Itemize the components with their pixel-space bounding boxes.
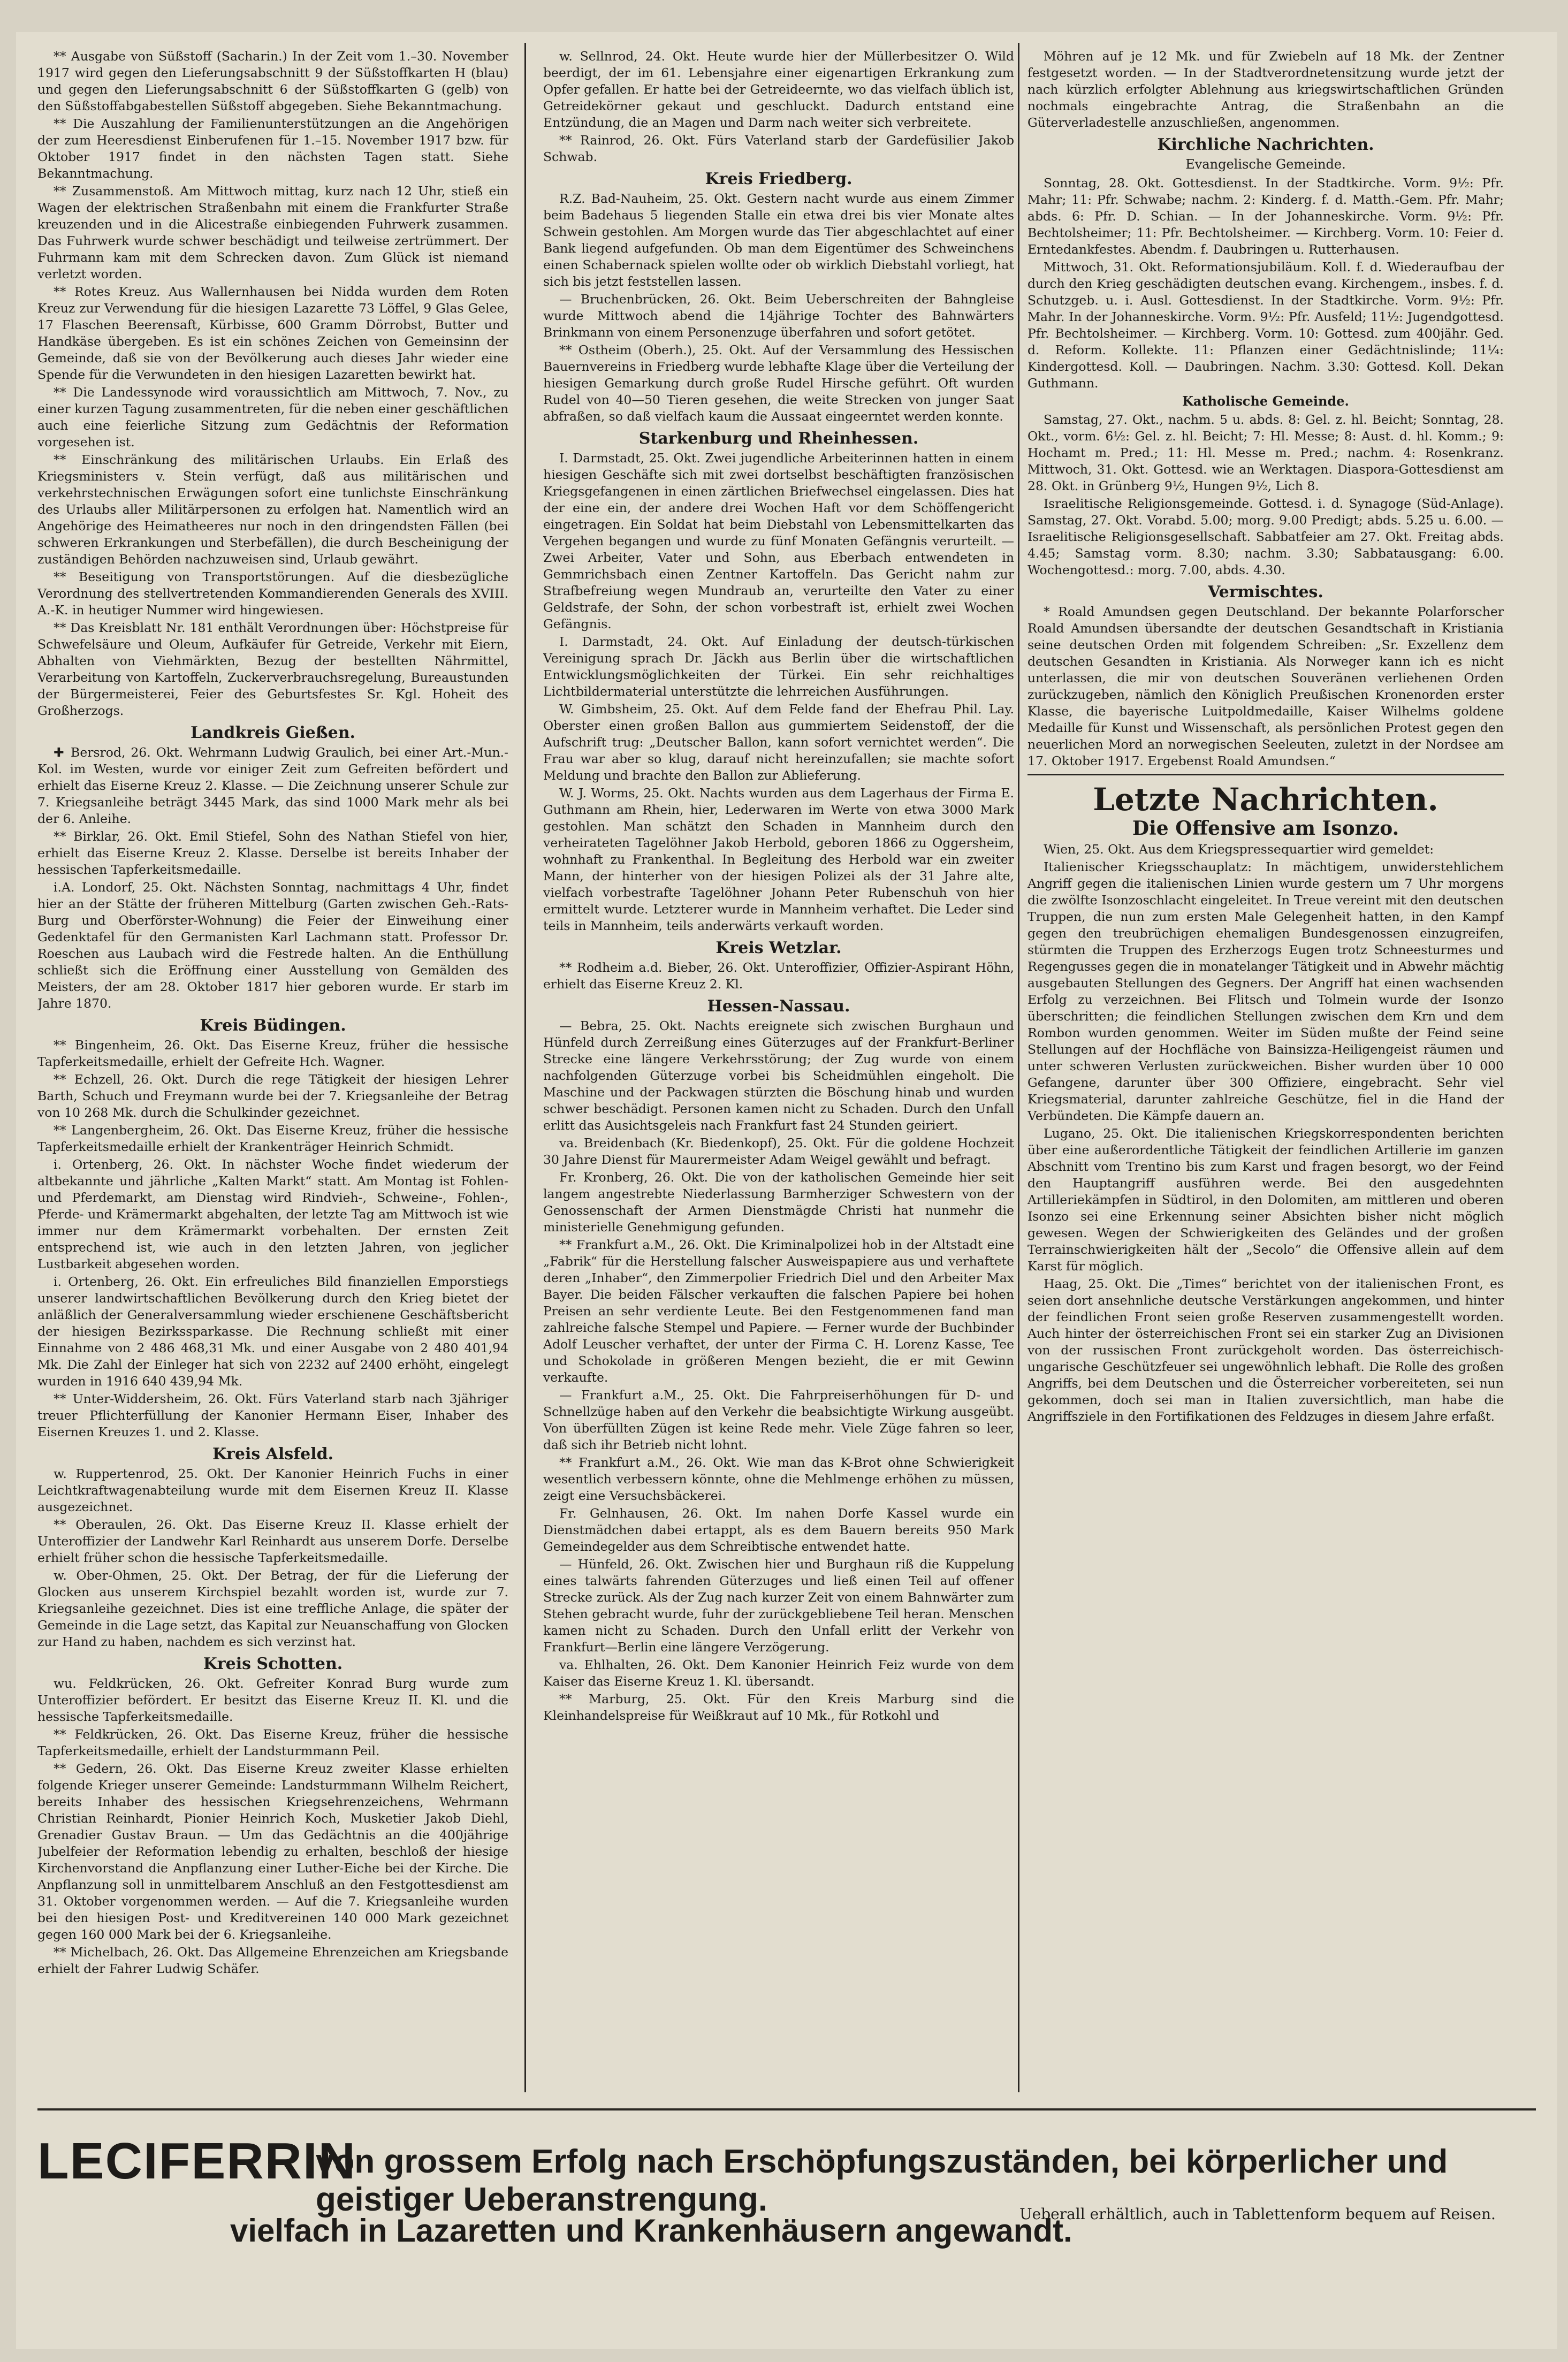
section-heading: Hessen-Nassau. [707,997,850,1016]
news-item: Samstag, 27. Okt., nachm. 5 u. abds. 8: Gel. z. hl. Beicht; Sonntag, 28. Okt., vorm. 6½: Gel. z. hl. Beicht; 7: Hl. Messe; 8: Aust. d. hl. Komm.; 9: Hochamt m. Pred.; 11: Hl. Messe m. Pred.; nachm. 4: Rosenkranz. Mittwoch, 31. Okt. Gottesd. wie an Werktagen. Diaspora-Gottesdienst am 28. Okt. in Grünberg 9½, Hungen 9½, Lich 8. [1027,412,1504,493]
news-item: R.Z. Bad-Nauheim, 25. Okt. Gestern nacht wurde aus einem Zimmer beim Badehaus 5 liegenden Stalle ein etwa drei bis vier Monate altes Schwein gestohlen. Am Morgen wurde das Tier abgeschlachtet auf einer Bank liegend aufgefunden. Ob man dem Eigentümer des Schweinchens einen Schabernack spielen wollte oder ob wirklich Diebstahl vorliegt, hat sich bis jetzt feststellen lassen. [543,191,1014,289]
news-item: ** Birklar, 26. Okt. Emil Stiefel, Sohn des Nathan Stiefel von hier, erhielt das Eiserne Kreuz 2. Klasse. Derselbe ist bereits Inhaber der hessischen Tapferkeitsmedaille. [37,829,508,877]
news-item: w. Ruppertenrod, 25. Okt. Der Kanonier Heinrich Fuchs in einer Leichtkraftwagenabteilung wurde mit dem Eisernen Kreuz II. Klasse ausgezeichnet. [37,1466,508,1514]
column-right [1027,48,1504,2092]
news-item: ** Oberaulen, 26. Okt. Das Eiserne Kreuz II. Klasse erhielt der Unteroffizier der Landwehr Karl Reinhardt aus unserem Dorfe. Derselbe erhielt früher schon die hessische Tapferkeitsmedaille. [37,1517,508,1565]
news-item: w. Ober-Ohmen, 25. Okt. Der Betrag, der für die Lieferung der Glocken aus unserem Kirchspiel bezahlt worden ist, wurde zur 7. Kriegsanleihe gezeichnet. Dies ist eine treffliche Anlage, die später der Gemeinde in die Lage setzt, das Kapital zur Neuanschaffung von Glocken zur Hand zu haben, nachdem es sich verzinst hat. [37,1568,508,1649]
news-item: ** Marburg, 25. Okt. Für den Kreis Marburg sind die Kleinhandelspreise für Weißkraut auf 10 Mk., für Rotkohl und [543,1692,1014,1723]
news-item: ** Ostheim (Oberh.), 25. Okt. Auf der Versammlung des Hessischen Bauernvereins in Friedberg wurde lebhafte Klage über die Verteilung der hiesigen Gemarkung durch große Rudel Hirsche geführt. Oft wurden Rudel von 40—50 Tieren gesehen, die weite Strecken von junger Saat abfraßen, so daß vielfach kaum die Aussaat eingeerntet werden konnte. [543,342,1014,424]
news-item: ** Ausgabe von Süßstoff (Sacharin.) In der Zeit vom 1.–30. November 1917 wird gegen den Lieferungsabschnitt 9 der Süßstoffkarten H (blau) und gegen den Lieferungsabschnitt 6 der Süßstoffkarten G (gelb) von den Süßstoffabgabestellen Süßstoff abgegeben. Siehe Bekanntmachung. [37,49,508,113]
news-item: i. Ortenberg, 26. Okt. Ein erfreuliches Bild finanziellen Emporstiegs unserer landwirtschaftlichen Bevölkerung durch den Krieg bietet der anläßlich der Generalversammlung wieder erschienene Geschäftsbericht der hiesigen Bezirkssparkasse. Die Rechnung schließt mit einer Einnahme von 2 486 468,31 Mk. und einer Ausgabe von 2 480 401,94 Mk. Die Zahl der Einleger hat sich von 2232 auf 2400 erhöht, eingelegt wurden in 1916 640 439,94 Mk. [37,1274,508,1389]
news-item: ** Echzell, 26. Okt. Durch die rege Tätigkeit der hiesigen Lehrer Barth, Schuch und Freymann wurde bei der 7. Kriegsanleihe der Betrag von 10 268 Mk. durch die Schulkinder gezeichnet. [37,1072,508,1120]
news-item: ** Rainrod, 26. Okt. Fürs Vaterland starb der Gardefüsilier Jakob Schwab. [543,133,1014,164]
advertisement [37,2108,1536,2322]
subsection-heading: Evangelische Gemeinde. [1185,157,1346,172]
news-item: * Roald Amundsen gegen Deutschland. Der bekannte Polarforscher Roald Amundsen übersandte der deutschen Gesandtschaft in Kristiania seine deutschen Orden mit folgendem Schreiben: „Sr. Exzellenz dem deutschen Gesandten in Kristiania. Als Norweger kann ich es nicht unterlassen, die mir von deutschen Souveränen verliehenen Orden zurückzugeben, nämlich den Königlich Preußischen Kronenorden erster Klasse, die bayerische Luitpoldmedaille, Kaiser Wilhelms goldene Medaille für Kunst und Wissenschaft, als persönlichen Protest gegen den neuerlichen Mord an norwegischen Seeleuten, zuletzt in der Nordsee am 17. Oktober 1917. Ergebenst Roald Amundsen.“ [1027,604,1504,768]
news-item: — Frankfurt a.M., 25. Okt. Die Fahrpreiserhöhungen für D- und Schnellzüge haben auf den Verkehr die beabsichtigte Wirkung ausgeübt. Von überfüllten Zügen ist keine Rede mehr. Viele Züge fahren so leer, daß sich ihr Betrieb nicht lohnt. [543,1388,1014,1452]
subsection-heading: Katholische Gemeinde. [1182,393,1349,409]
news-item: ** Die Auszahlung der Familienunterstützungen an die Angehörigen der zum Heeresdienst Einberufenen für 1.–15. November 1917 bzw. für Oktober 1917 findet in den nächsten Tagen statt. Siehe Bekanntmachung. [37,116,508,181]
news-item: — Bebra, 25. Okt. Nachts ereignete sich zwischen Burghaun und Hünfeld durch Zerreißung eines Güterzuges auf der Frankfurt-Berliner Strecke eine längere Verkehrsstörung; der Zug wurde von einem nachfolgenden Güterzuge vorbei bis Scheidmühlen eingeholt. Die Maschine und der Packwagen stürzten die Böschung hinab und wurden schwer beschädigt. Personen kamen nicht zu Schaden. Durch den Unfall erlitt das Ausichtsgeleis nach Frankfurt fast 24 Stunden geiriert. [543,1018,1014,1133]
news-item: Italienischer Kriegsschauplatz: In mächtigem, unwiderstehlichem Angriff gegen die italienischen Linien wurde gestern um 7 Uhr morgens die zwölfte Isonzoschlacht eingeleitet. In Treue vereint mit den deutschen Truppen, die nun zum ersten Male Gelegenheit hatten, in den Kampf gegen den treubrüchigen ehemaligen Bundesgenossen einzugreifen, stürmten die Truppen des Erzherzogs Eugen trotz Schneesturmes und Regengusses gegen die in monatelanger Tätigkeit und in Abwehr mächtig ausgebauten Stellungen des Gegners. Der Angriff hat einen wachsenden Erfolg zu verzeichnen. Bei Flitsch und Tolmein wurde der Isonzo überschritten; die feindlichen Stellungen zwischen dem Krn und dem Rombon wurden genommen. Weiter im Süden mußte der Feind seine Stellungen auf der Hochfläche von Bainsizza-Heiligengeist räumen und unter schweren Verlusten zurückweichen. Bisher wurden über 10 000 Gefangene, darunter über 300 Offiziere, eingebracht. Sehr viel Kriegsmaterial, darunter zahlreiche Geschütze, fiel in die Hand der Verbündeten. Die Kämpfe dauern an. [1027,859,1504,1123]
article-headline: Die Offensive am Isonzo. [1132,817,1399,840]
section-heading: Vermischtes. [1208,583,1323,601]
news-item: — Hünfeld, 26. Okt. Zwischen hier und Burghaun riß die Kuppelung eines talwärts fahrenden Güterzuges und ließ einen Teil auf offener Strecke zurück. Als der Zug nach kurzer Zeit von einem Bahnwärter zum Stehen gebracht wurde, fuhr der zurückgebliebene Teil heran. Menschen kamen nicht zu Schaden. Durch den Unfall erlitt der Verkehr von Frankfurt—Berlin eine längere Verzögerung. [543,1557,1014,1655]
column-rule [1018,43,1019,2092]
column-rule [524,43,526,2092]
news-item: va. Breidenbach (Kr. Biedenkopf), 25. Okt. Für die goldene Hochzeit 30 Jahre Dienst für Maurermeister Adam Weigel gewählt und befragt. [543,1136,1014,1167]
news-item: Fr. Gelnhausen, 26. Okt. Im nahen Dorfe Kassel wurde ein Dienstmädchen dabei ertappt, als es dem Bauern bereits 950 Mark Gemeindegelder aus dem Schreibtische entwendet hatte. [543,1506,1014,1554]
news-item: Haag, 25. Okt. Die „Times“ berichtet von der italienischen Front, es seien dort ansehnliche deutsche Verstärkungen angekommen, und hinter der feindlichen Front seien große Reserven zusammengestellt worden. Auch hinter der österreichischen Front sei ein starker Zug an Divisionen von der russischen Front zurückgeholt worden. Das österreichisch-ungarische Geschützfeuer sei ungewöhnlich lebhaft. Die Rolle des großen Angriffs, bei dem Deutschen und die Österreicher vorbereiteten, sei nun gekommen, doch sei man in Italien zuversichtlich, man habe die Angriffsziele in den Fortifikationen des Feldzuges in diesem Jahre erfaßt. [1027,1276,1504,1424]
news-item: wu. Feldkrücken, 26. Okt. Gefreiter Konrad Burg wurde zum Unteroffizier befördert. Er besitzt das Eiserne Kreuz II. Kl. und die hessische Tapferkeitsmedaille. [37,1676,508,1724]
ad-tagline: vielfach in Lazaretten und Krankenhäusern angewandt. [230,2213,1072,2249]
news-item: ** Bingenheim, 26. Okt. Das Eiserne Kreuz, früher die hessische Tapferkeitsmedaille, erhielt der Gefreite Hch. Wagner. [37,1038,508,1069]
section-divider [1027,774,1504,775]
news-item: ** Zusammenstoß. Am Mittwoch mittag, kurz nach 12 Uhr, stieß ein Wagen der elektrischen Straßenbahn mit einem die Frankfurter Straße kreuzenden und in die Alicestraße einbiegenden Fuhrwerk zusammen. Das Fuhrwerk wurde schwer beschädigt und teilweise zertrümmert. Der Fuhrmann kam mit dem Schrecken davon. Zum Glück ist niemand verletzt worden. [37,184,508,281]
news-item: Wien, 25. Okt. Aus dem Kriegspressequartier wird gemeldet: [1044,842,1434,857]
page-headline: Letzte Nachrichten. [1093,781,1438,818]
newspaper-page [16,32,1557,2349]
news-item: Mittwoch, 31. Okt. Reformationsjubiläum. Koll. f. d. Wiederaufbau der durch den Krieg geschädigten deutschen evang. Kirchengem., insbes. f. d. Schutzgeb. u. i. Ausl. Gottesdienst. In der Stadtkirche. Vorm. 9½: Pfr. Mahr. In der Johanneskirche. Vorm. 9½: Pfr. Ausfeld; 11½: Jugendgottesd. Pfr. Bechtolsheimer. — Kirchberg. Vorm. 10: Gottesd. zum 400jähr. Ged. d. Reform. Kollekte. 11: Pflanzen einer Gedächtnislinde; 11¼: Kindergottesd. Koll. — Daubringen. Nachm. 3.30: Gottesd. Koll. Dekan Guthmann. [1027,260,1504,391]
section-heading: Starkenburg und Rheinhessen. [638,429,919,448]
section-heading: Kreis Friedberg. [705,170,852,188]
news-item: ** Gedern, 26. Okt. Das Eiserne Kreuz zweiter Klasse erhielten folgende Krieger unserer Gemeinde: Landsturmmann Wilhelm Reichert, bereits Inhaber des hessischen Kriegsehrenzeichens, Wehrmann Christian Reinhardt, Pionier Heinrich Koch, Musketier Jakob Diehl, Grenadier Gustav Braun. — Um das Gedächtnis an die 400jährige Jubelfeier der Reformation lebendig zu erhalten, beschloß der hiesige Kirchenvorstand die Anpflanzung einer Luther-Eiche bei der Kirche. Die Anpflanzung soll in unmittelbarem Anschluß an den Festgottesdienst am 31. Oktober vorgenommen werden. — Auf die 7. Kriegsanleihe wurden bei den hiesigen Post- und Kreditvereinen 140 000 Mark gezeichnet gegen 160 000 Mark bei der 6. Kriegsanleihe. [37,1761,508,1942]
news-item: ** Frankfurt a.M., 26. Okt. Wie man das K-Brot ohne Schwierigkeit wesentlich verbessern könnte, ohne die Mehlmenge erhöhen zu müssen, zeigt eine Versuchsbäckerei. [543,1455,1014,1503]
ad-tagline: von grossem Erfolg nach Erschöpfungszuständen, bei körperlicher und geistiger Ueberanstrengung. [316,2143,1448,2218]
section-heading: Landkreis Gießen. [191,723,355,742]
section-heading: Kreis Büdingen. [200,1016,346,1035]
column-middle [543,48,1014,2092]
news-item: Sonntag, 28. Okt. Gottesdienst. In der Stadtkirche. Vorm. 9½: Pfr. Mahr; 11: Pfr. Schwabe; nachm. 2: Kinderg. f. d. Matth.-Gem. Pfr. Mahr; abds. 6: Pfr. D. Schian. — In der Johanneskirche. Vorm. 9½: Pfr. Bechtolsheimer; 11: Pfr. Bechtolsheimer. — Kirchberg. Vorm. 10: Feier d. Erntedankfestes. Abendm. f. Daubringen u. Rutterhausen. [1027,176,1504,257]
news-item: ** Einschränkung des militärischen Urlaubs. Ein Erlaß des Kriegsministers v. Stein verfügt, daß aus militärischen und verkehrstechnischen Erwägungen sofort eine tunlichste Einschränkung des Urlaubs aller Militärpersonen zu erfolgen hat. Namentlich wird an Angehörige des Heimatheeres nur noch in den dringendsten Fällen (bei schweren Erkrankungen und Sterbefällen), die durch Bescheinigung der zuständigen Behörden nachzuweisen sind, Urlaub gewährt. [37,452,508,567]
section-heading: Kreis Schotten. [203,1655,343,1673]
news-item: I. Darmstadt, 25. Okt. Zwei jugendliche Arbeiterinnen hatten in einem hiesigen Geschäfte sich mit zwei dortselbst beschäftigten französischen Kriegsgefangenen in einen zärtlichen Briefwechsel eingelassen. Dies hat der eine ein, der andere drei Wochen Haft vor dem Schöffengericht eingetragen. Ein Soldat hat beim Diebstahl von Lebensmittelkarten das Vergehen begangen und wurde zu fünf Monaten Gefängnis verurteilt. — Zwei Arbeiter, Vater und Sohn, aus Eberbach entwendeten in Gemmrichsbach einen Zentner Kartoffeln. Das Gericht nahm zur Strafbefreiung wegen Mundraub an, verurteilte den Vater zu einer Geldstrafe, der Sohn, der schon vorbestraft ist, erhielt zwei Wochen Gefängnis. [543,451,1014,631]
section-heading: Kirchliche Nachrichten. [1157,135,1374,154]
section-heading: Kreis Alsfeld. [212,1445,334,1464]
ad-note: Ueberall erhältlich, auch in Tablettenform bequem auf Reisen. [1019,2205,1496,2223]
news-item: Lugano, 25. Okt. Die italienischen Kriegskorrespondenten berichten über eine außerordentliche Tätigkeit der feindlichen Artillerie im ganzen Abschnitt vom Trentino bis zum Karst und fragen besorgt, wo der Feind den Hauptangriff ausführen werde. Bei den ausgedehnten Artilleriekämpfen in Südtirol, in den Dolomiten, am mittleren und oberen Isonzo sei eine Erkennung seiner Absichten bisher nicht möglich gewesen. Wegen der Schwierigkeiten des Geländes und der großen Terrainschwierigkeiten hält der „Secolo“ die Offensive allein auf dem Karst für möglich. [1027,1126,1504,1274]
column-left [37,48,508,2092]
news-item: i.A. Londorf, 25. Okt. Nächsten Sonntag, nachmittags 4 Uhr, findet hier an der Stätte der früheren Mittelburg (Garten zwischen Geh.-Rats-Burg und Oberförster-Wohnung) die Feier der Einweihung einer Gedenktafel für den Germanisten Karl Lachmann statt. Professor Dr. Roeschen aus Laubach wird die Festrede halten. An die Enthüllung schließt sich die Eröffnung einer Ausstellung von Gemälden des Meisters, der am 28. Oktober 1817 hier geboren wurde. Er starb im Jahre 1870. [37,880,508,1011]
news-item: ** Rodheim a.d. Bieber, 26. Okt. Unteroffizier, Offizier-Aspirant Höhn, erhielt das Eiserne Kreuz 2. Kl. [543,960,1014,992]
section-heading: Kreis Wetzlar. [716,939,842,957]
news-item: W. Gimbsheim, 25. Okt. Auf dem Felde fand der Ehefrau Phil. Lay. Oberster einen großen Ballon aus gummiertem Seidenstoff, der die Aufschrift trug: „Deutscher Ballon, kann sofort vernichtet werden“. Die Frau war aber so klug, darauf nicht hereinzufallen; sie machte sofort Meldung und brachte den Ballon zur Ablieferung. [543,702,1014,783]
news-item: — Bruchenbrücken, 26. Okt. Beim Ueberschreiten der Bahngleise wurde Mittwoch abend die 14jährige Tochter des Bahnwärters Brinkmann von einem Personenzuge überfahren und sofort getötet. [543,292,1014,340]
news-item: ** Das Kreisblatt Nr. 181 enthält Verordnungen über: Höchstpreise für Schwefelsäure und Oleum, Aufkäufer für Getreide, Verkehr mit Eiern, Abhalten von Viehmärkten, Bezug der bestellten Nährmittel, Verarbeitung von Kartoffeln, Zuckerverbrauchsregelung, Bureaustunden der Bürgermeisterei, Feier des Geburtsfestes Sr. Kgl. Hoheit des Großherzogs. [37,620,508,718]
ad-brand: LECIFERRIN [37,2132,356,2190]
news-item: Fr. Kronberg, 26. Okt. Die von der katholischen Gemeinde hier seit langem angestrebte Niederlassung Barmherziger Schwestern von der Genossenschaft der Armen Dienstmägde Christi hat nunmehr die ministerielle Genehmigung gefunden. [543,1170,1014,1235]
news-item: I. Darmstadt, 24. Okt. Auf Einladung der deutsch-türkischen Vereinigung sprach Dr. Jäckh aus Berlin über die wirtschaftlichen Entwicklungsmöglichkeiten der Türkei. Ein sehr reichhaltiges Lichtbildermaterial unterstützte die lehrreichen Ausführungen. [543,634,1014,699]
news-item: ** Beseitigung von Transportstörungen. Auf die diesbezügliche Verordnung des stellvertretenden Kommandierenden Generals des XVIII. A.-K. in heutiger Nummer wird hingewiesen. [37,569,508,618]
news-item: ** Die Landessynode wird voraussichtlich am Mittwoch, 7. Nov., zu einer kurzen Tagung zusammentreten, für die neben einer geschäftlichen auch eine feierliche Sitzung zum Gedächtnis der Reformation vorgesehen ist. [37,385,508,449]
news-item: Möhren auf je 12 Mk. und für Zwiebeln auf 18 Mk. der Zentner festgesetzt worden. — In der Stadtverordnetensitzung wurde jetzt der nach kürzlich erfolgter Ablehnung aus kriegswirtschaftlichen Gründen nochmals eingebrachte Antrag, die Straßenbahn an die Güterverladestelle anzuschließen, angenommen. [1027,49,1504,130]
news-item: ** Feldkrücken, 26. Okt. Das Eiserne Kreuz, früher die hessische Tapferkeitsmedaille, erhielt der Landsturmmann Peil. [37,1727,508,1758]
news-item: ** Langenbergheim, 26. Okt. Das Eiserne Kreuz, früher die hessische Tapferkeitsmedaille erhielt der Krankenträger Heinrich Schmidt. [37,1123,508,1154]
news-item: ✚ Bersrod, 26. Okt. Wehrmann Ludwig Graulich, bei einer Art.-Mun.-Kol. im Westen, wurde vor einiger Zeit zum Gefreiten befördert und erhielt das Eiserne Kreuz 2. Klasse. — Die Zeichnung unserer Schule zur 7. Kriegsanleihe beträgt 3445 Mark, das sind 1000 Mark mehr als bei der 6. Anleihe. [37,745,508,826]
news-item: ** Michelbach, 26. Okt. Das Allgemeine Ehrenzeichen am Kriegsbande erhielt der Fahrer Ludwig Schäfer. [37,1945,508,1976]
news-item: Israelitische Religionsgemeinde. Gottesd. i. d. Synagoge (Süd-Anlage). Samstag, 27. Okt. Vorabd. 5.00; morg. 9.00 Predigt; abds. 5.25 u. 6.00. — Israelitische Religionsgesellschaft. Sabbatfeier am 27. Okt. Freitag abds. 4.45; Samstag vorm. 8.30; nachm. 3.30; Sabbatausgang: 6.00. Wochengottesd.: morg. 7.00, abds. 4.30. [1027,496,1504,577]
news-item: ** Rotes Kreuz. Aus Wallernhausen bei Nidda wurden dem Roten Kreuz zur Verwendung für die hiesigen Lazarette 73 Löffel, 9 Glas Gelee, 17 Flaschen Beerensaft, Kürbisse, 600 Gramm Dörrobst, Butter und Handkäse übergeben. Es ist ein schönes Zeichen von Gemeinsinn der Gemeinde, daß sie von der Bevölkerung auch dieses Jahr wieder eine Spende für die Verwundeten in den hiesigen Lazaretten bewirkt hat. [37,284,508,382]
news-item: ** Frankfurt a.M., 26. Okt. Die Kriminalpolizei hob in der Altstadt eine „Fabrik“ für die Herstellung falscher Ausweispapiere aus und verhaftete deren „Inhaber“, den Zimmerpolier Friedrich Diel und den Arbeiter Max Bayer. Die beiden Fälscher verkauften die falschen Papiere bei hohen Preisen an sehr verdiente Leute. Bei den Festgenommenen fand man zahlreiche falsche Stempel und Papiere. — Ferner wurde der Buchbinder Adolf Leuscher verhaftet, der unter der Firma C. H. Lorenz Kasse, Tee und Schokolade in größeren Mengen bezieht, die er mit Gewinn verkaufte. [543,1237,1014,1385]
news-item: i. Ortenberg, 26. Okt. In nächster Woche findet wiederum der altbekannte und jährliche „Kalten Markt“ statt. Am Montag ist Fohlen- und Pferdemarkt, am Dienstag wird Rindvieh-, Schweine-, Fohlen-, Pferde- und Krämermarkt abgehalten, der letzte Tag am Mittwoch ist wie immer nur dem Krämermarkt vorbehalten. Der ernsten Zeit entsprechend ist, wie auch in den letzten Jahren, von jeglicher Lustbarkeit abgesehen worden. [37,1157,508,1271]
news-item: va. Ehlhalten, 26. Okt. Dem Kanonier Heinrich Feiz wurde von dem Kaiser das Eiserne Kreuz 1. Kl. übersandt. [543,1657,1014,1689]
news-item: ** Unter-Widdersheim, 26. Okt. Fürs Vaterland starb nach 3jähriger treuer Pflichterfüllung der Kanonier Hermann Eiser, Inhaber des Eisernen Kreuzes 1. und 2. Klasse. [37,1391,508,1439]
news-item: w. Sellnrod, 24. Okt. Heute wurde hier der Müllerbesitzer O. Wild beerdigt, der im 61. Lebensjahre einer eigenartigen Erkrankung zum Opfer gefallen. Er hatte bei der Getreideernte, wo das vielfach üblich ist, Getreidekörner gekaut und geschluckt. Dadurch entstand eine Entzündung, die an Magen und Darm nach weiter sich verbreitete. [543,49,1014,130]
news-item: W. J. Worms, 25. Okt. Nachts wurden aus dem Lagerhaus der Firma E. Guthmann am Rhein, hier, Lederwaren im Werte von etwa 3000 Mark gestohlen. Man schätzt den Schaden in Mannheim durch den verheirateten Tagelöhner Jakob Herbold, geboren 1866 zu Oggersheim, wohnhaft zu Frankenthal. In Begleitung des Herbold war ein zweiter Mann, der hinterher von der hiesigen Polizei als der 31 Jahre alte, vielfach vorbestrafte Tagelöhner Johann Peter Rubenschuh von hier ermittelt wurde. Letzterer wurde in Mannheim verhaftet. Die Leder sind teils in Mannheim, teils anderwärts verkauft worden. [543,786,1014,933]
